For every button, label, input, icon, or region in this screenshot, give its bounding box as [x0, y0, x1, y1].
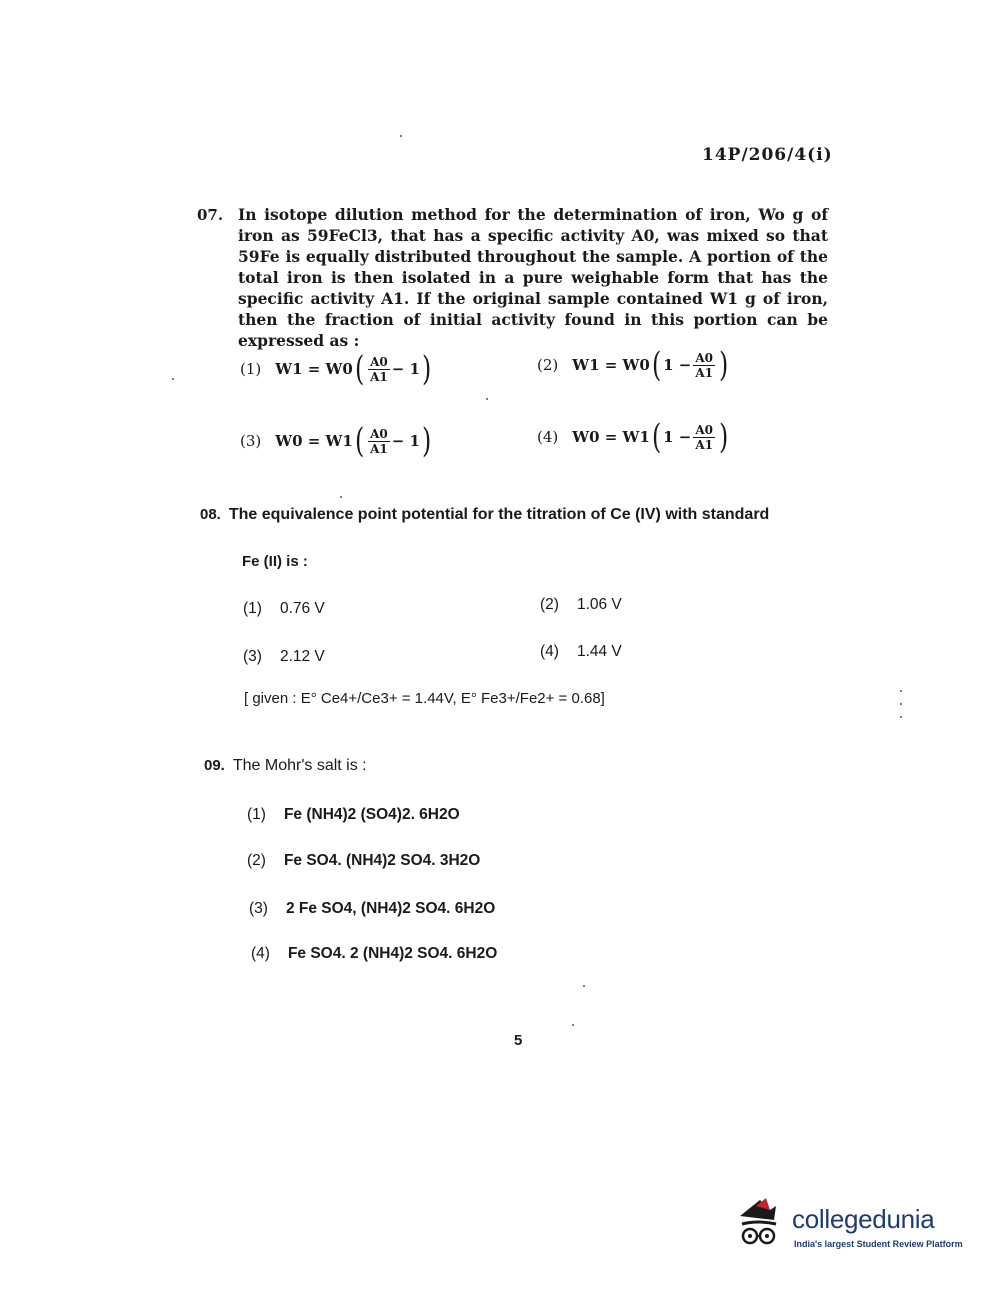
q07-option-3: (3) W0 = W1 ( $\frac{A0}{A1}$ − 1 ) [240, 421, 432, 461]
q09-option-3: (3) 2 Fe SO4, (NH4)2 SO4. 6H2O [249, 900, 496, 917]
q07-option-2: (2) W1 = W0 ( 1 − $\frac{A0}{A1}$ ) [537, 345, 729, 385]
logo-name: collegedunia [792, 1204, 935, 1234]
q07-option-4: (4) W0 = W1 ( 1 − $\frac{A0}{A1}$ ) [537, 417, 729, 457]
question-08 [200, 506, 769, 524]
q07-option-1: (1) W1 = W0 ( $\frac{A0}{A1}$ − 1 ) [240, 349, 432, 389]
given-data: [ given : E° Ce4+/Ce3+ = 1.44V, E° Fe3+/Fe2+ = 0.68] [244, 690, 605, 707]
question-number: 09. [204, 757, 225, 774]
question-09 [204, 757, 367, 775]
scan-speck [340, 496, 342, 498]
paper-code: 14P/206/4(i) [702, 145, 833, 165]
question-text: The Mohr's salt is : [232, 757, 367, 774]
scan-speck [572, 1024, 574, 1026]
scan-speck [486, 398, 488, 400]
question-text-continued: Fe (II) is : [242, 553, 308, 570]
q08-option-3: (3) 2.12 V [243, 648, 325, 665]
scan-speck [172, 378, 174, 380]
q09-option-4: (4) Fe SO4. 2 (NH4)2 SO4. 6H2O [251, 945, 498, 962]
q08-option-1: (1) 0.76 V [243, 600, 325, 617]
question-text: The equivalence point potential for the titration of Ce (IV) with standard [228, 506, 770, 523]
q09-option-1: (1) Fe (NH4)2 (SO4)2. 6H2O [247, 806, 460, 823]
question-number: 08. [200, 506, 221, 523]
logo-tagline: India's largest Student Review Platform [794, 1239, 963, 1249]
page-number: 5 [514, 1032, 523, 1049]
mascot-icon [736, 1196, 792, 1258]
question-07 [197, 204, 828, 350]
scan-speck [583, 985, 585, 987]
scan-speck [400, 135, 402, 137]
q08-option-2: (2) 1.06 V [540, 596, 622, 613]
question-number: 07. [197, 206, 224, 224]
scan-speck [900, 703, 902, 705]
question-text: In isotope dilution method for the determination of iron, Wo g of iron as 59FeCl3, that has a specific activity A0, was mixed so that 59Fe is equally distributed throughout the sample. A portion of the total iron is then isolated in a pure weighable form that has the specific activity A1. If the original sample contained W1 g of iron, then the fraction of initial activity found in this portion can be expressed as : [238, 205, 828, 350]
q08-option-4: (4) 1.44 V [540, 643, 622, 660]
scan-speck [900, 690, 902, 692]
q09-option-2: (2) Fe SO4. (NH4)2 SO4. 3H2O [247, 852, 481, 869]
scan-speck [900, 716, 902, 718]
collegedunia-logo [736, 1196, 966, 1258]
